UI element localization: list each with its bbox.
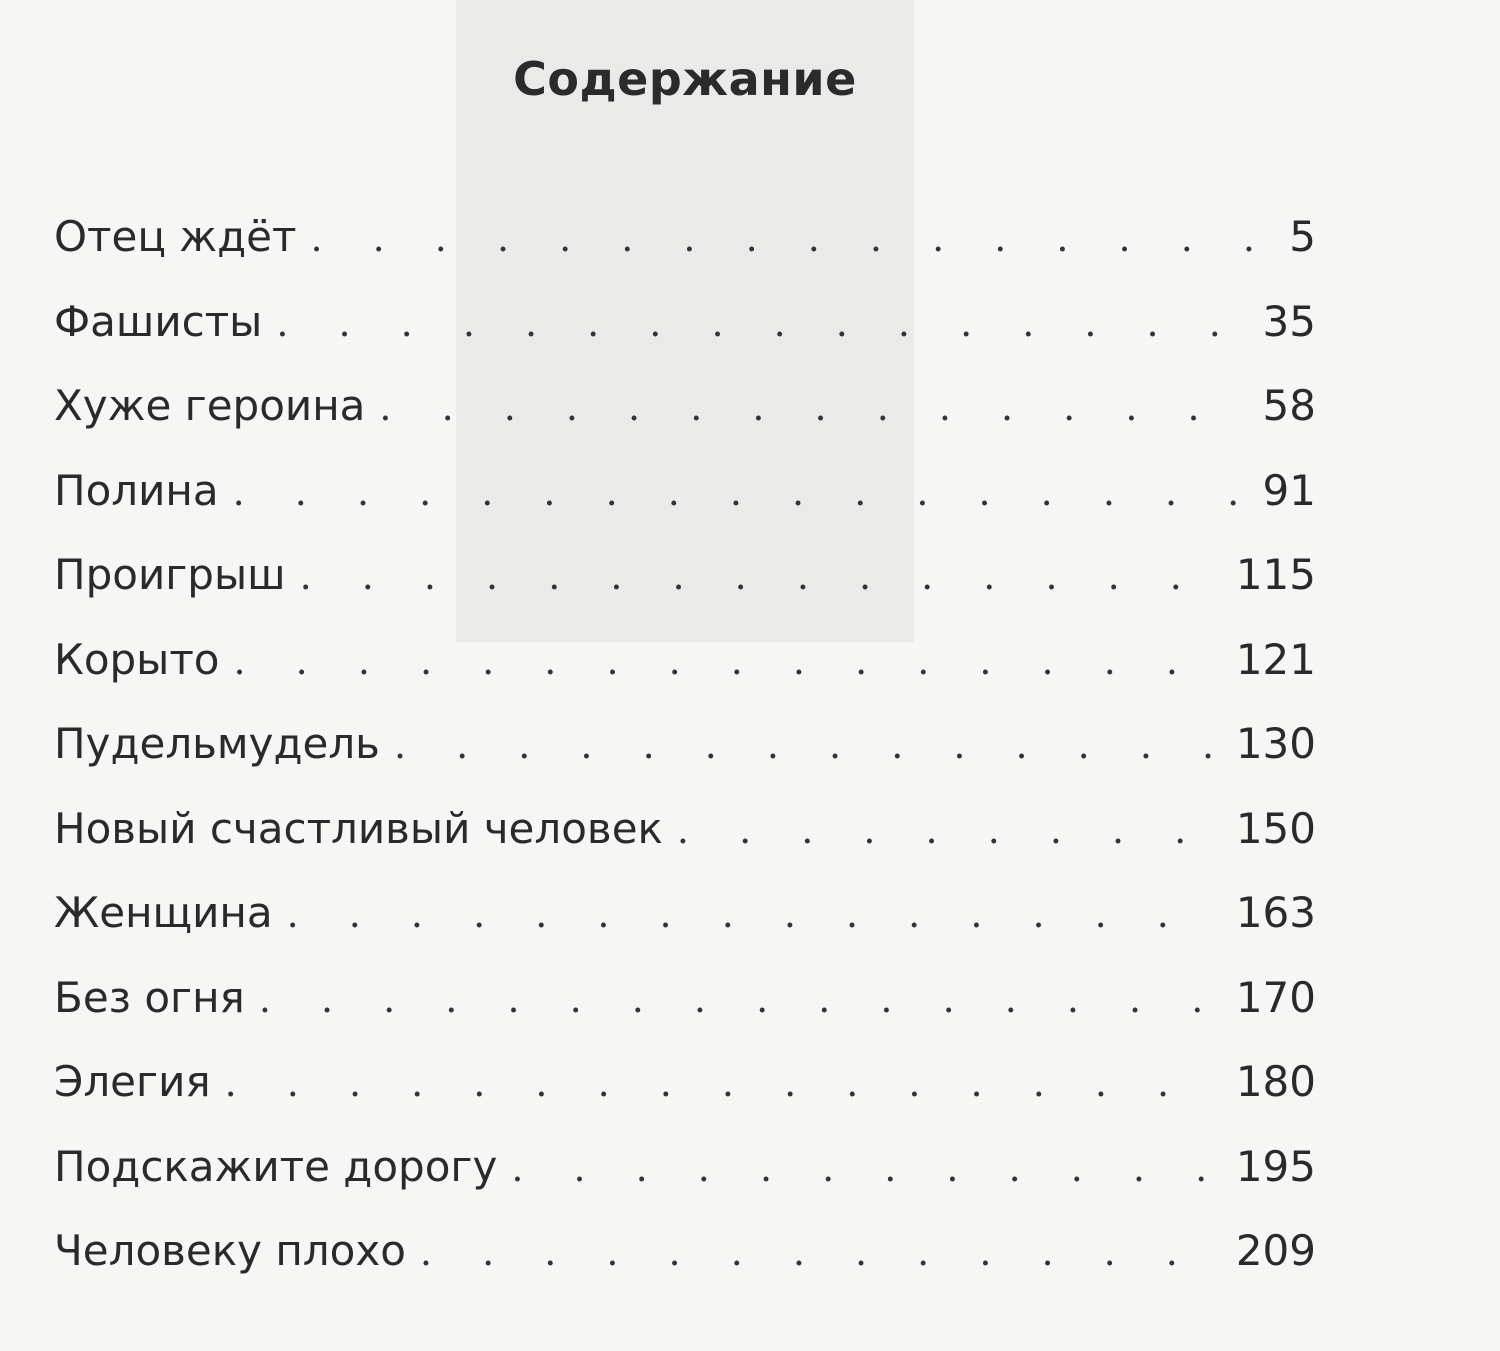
toc-entry-title: Женщина [54, 888, 273, 937]
toc-entry [54, 449, 1316, 534]
toc-entry-page: 195 [1235, 1141, 1316, 1191]
toc-dot-leader [394, 703, 1218, 787]
toc-entry-page: 115 [1235, 550, 1316, 599]
toc-dot-leader [259, 957, 1218, 1041]
toc-entry-title: Пудельмудель [54, 719, 380, 768]
toc-entry-title: Подскажите дорогу [54, 1141, 498, 1191]
toc-entry [54, 1125, 1316, 1210]
toc-dot-leader [420, 1210, 1218, 1294]
toc-entry [54, 787, 1316, 872]
toc-entry-title: Новый счастливый человек [54, 803, 663, 853]
toc-entry-title: Хуже героина [54, 381, 366, 430]
toc-entry-page: 170 [1235, 972, 1316, 1022]
toc-dot-leader [310, 196, 1271, 280]
toc-entry [54, 533, 1316, 618]
toc-entry [54, 195, 1316, 280]
toc-dot-leader [234, 619, 1218, 703]
toc-dot-leader [276, 281, 1244, 365]
toc-entry-title: Проигрыш [54, 550, 286, 599]
toc-entry-page: 58 [1262, 381, 1316, 430]
toc-entry-page: 5 [1289, 212, 1316, 261]
page-title: Содержание [513, 52, 857, 106]
toc-entry-title: Корыто [54, 634, 220, 684]
toc-entry [54, 1040, 1316, 1125]
toc-entry [54, 618, 1316, 703]
toc-entry-page: 121 [1235, 634, 1316, 684]
toc-entry [54, 364, 1316, 449]
toc-dot-leader [287, 872, 1218, 956]
toc-entry-title: Человеку плохо [54, 1226, 406, 1275]
toc-entry-page: 35 [1262, 296, 1316, 346]
toc-entry-page: 130 [1235, 719, 1316, 768]
toc-dot-leader [225, 1041, 1218, 1125]
toc-entry-title: Элегия [54, 1057, 211, 1106]
toc-dot-leader [300, 534, 1218, 618]
toc-dot-leader [379, 365, 1244, 449]
toc-entry [54, 702, 1316, 787]
toc-entry-page: 91 [1262, 465, 1316, 515]
toc-entry-page: 150 [1235, 803, 1316, 853]
toc-entry [54, 280, 1316, 365]
toc-entry-page: 163 [1235, 888, 1316, 937]
toc-dot-leader [511, 1126, 1218, 1210]
toc-entry-title: Фашисты [54, 296, 263, 346]
toc-dot-leader [677, 788, 1218, 872]
toc-entry [54, 956, 1316, 1041]
toc-entry-page: 180 [1235, 1057, 1316, 1106]
toc-entry-page: 209 [1235, 1226, 1316, 1275]
toc-entry [54, 1209, 1316, 1294]
toc-entry-title: Полина [54, 465, 219, 515]
toc-dot-leader [233, 450, 1245, 534]
table-of-contents [54, 195, 1316, 1294]
toc-entry-title: Отец ждёт [54, 212, 297, 261]
toc-entry [54, 871, 1316, 956]
toc-entry-title: Без огня [54, 972, 245, 1022]
